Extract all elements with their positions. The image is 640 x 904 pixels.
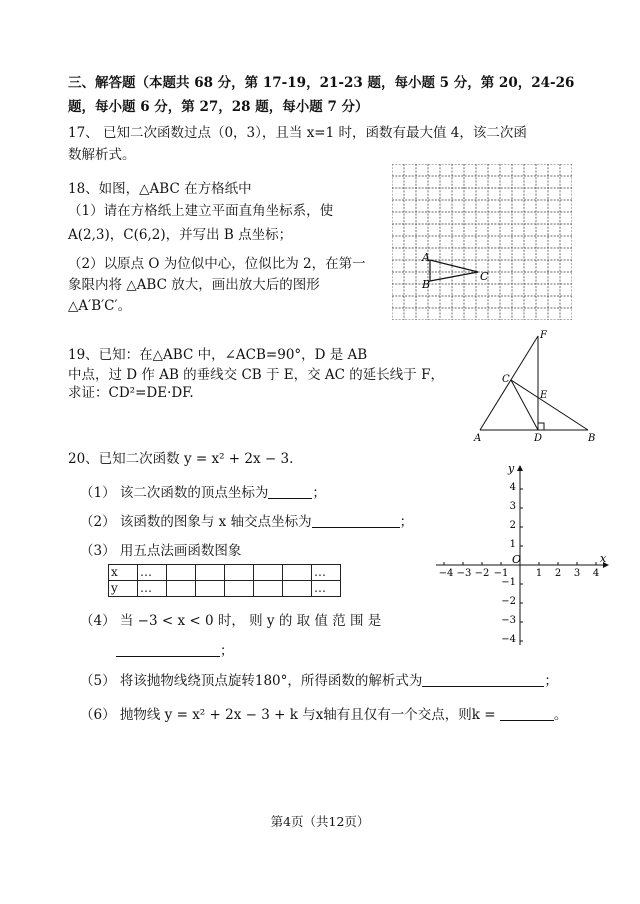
table-cell[interactable]: … [312,565,341,581]
q19-line3: 求证：CD²=DE·DF. [68,385,194,401]
x-tick-label: −3 [456,568,472,579]
q20-p5: （5） 将该抛物线绕顶点旋转180°，所得函数的解析式为 ； [80,673,558,689]
coordinate-axes [432,460,612,652]
label-d: D [534,433,543,444]
label-e: E [540,390,548,401]
table-cell: y [109,581,138,597]
blank-y-range[interactable] [116,642,220,657]
y-tick-label: 4 [509,482,516,493]
q20-stem: 20、已知二次函数 y = x² + 2x − 3. [68,451,294,467]
y-tick-label: 2 [509,520,516,531]
page-footer: 第4页（共12页） [270,814,370,829]
section-title-line2: 题，每小题 6 分，第 27，28 题，每小题 7 分） [68,99,369,115]
label-b: B [422,278,431,291]
x-tick-label: −4 [438,568,454,579]
table-cell[interactable] [225,581,254,597]
x-axis-label: x [600,552,607,565]
y-tick-label: 3 [509,501,516,512]
y-tick-label: 1 [509,539,516,550]
table-row [109,581,341,597]
y-tick-label: −4 [501,634,516,645]
q20-p6: （6） 抛物线 y = x² + 2x − 3 + k 与x轴有且仅有一个交点，则k = 。 [80,707,568,723]
five-point-table [108,564,341,597]
x-tick-label: −1 [493,568,509,579]
label-b2: B [588,433,596,444]
table-cell[interactable]: … [138,565,167,581]
blank-k-value[interactable] [500,706,554,721]
q20-p4-blank-line: ； [116,642,234,660]
x-tick-label: 4 [592,568,600,579]
q19-line2: 中点，过 D 作 AB 的垂线交 CB 于 E，交 AC 的延长线于 F， [68,367,444,383]
x-tick-label: 2 [554,568,562,579]
triangle-abc [430,260,478,281]
table-cell[interactable] [196,581,225,597]
q20-p1: （1） 该二次函数的顶点坐标为 ； [80,485,326,501]
blank-rotated-function[interactable] [422,672,544,687]
q20-p4: （4） 当 −3 < x < 0 时， 则 y 的 取 值 范 围 是 [80,613,382,629]
q18-line1: 18、如图，△ABC 在方格纸中 [68,181,252,197]
triangle-figure [464,326,604,444]
table-cell[interactable] [283,565,312,581]
x-tick-label: −2 [474,568,490,579]
q18-line4: （2）以原点 O 为位似中心，位似比为 2，在第一 [68,256,366,272]
y-tick-label: −3 [501,615,516,626]
y-tick-label: −2 [501,596,516,607]
table-cell[interactable] [254,565,283,581]
q17-line1: 17、 已知二次函数过点（0，3），且当 x=1 时，函数有最大值 4，该二次函 [68,125,527,141]
label-c: C [480,270,489,283]
table-cell[interactable]: … [138,581,167,597]
label-a: A [422,251,430,264]
blank-x-intercepts[interactable] [312,513,400,528]
table-cell[interactable]: … [312,581,341,597]
y-axis-label: y [508,462,515,475]
x-tick-label: 1 [535,568,543,579]
grid-figure [392,164,572,320]
table-cell[interactable] [167,581,196,597]
table-cell: x [109,565,138,581]
x-tick-label: 3 [573,568,581,579]
q18-line2: （1）请在方格纸上建立平面直角坐标系，使 [68,203,334,219]
q18-line6: △A′B′C′。 [68,298,132,314]
table-cell[interactable] [196,565,225,581]
label-f: F [540,330,547,341]
q20-p2: （2） 该函数的图象与 x 轴交点坐标为 ； [80,514,414,530]
origin-label: O [512,553,522,566]
q17-line2: 数解析式。 [68,147,136,163]
q20-p3: （3） 用五点法画函数图象 [80,543,242,559]
table-row [109,565,341,581]
q18-line5: 象限内将 △ABC 放大，画出放大后的图形 [68,277,320,293]
label-c2: C [502,374,510,385]
table-cell[interactable] [167,565,196,581]
table-cell[interactable] [254,581,283,597]
label-a2: A [474,433,482,444]
table-cell[interactable] [283,581,312,597]
section-title-line1: 三、解答题（本题共 68 分，第 17-19，21-23 题，每小题 5 分，第 20，24-26 [68,75,575,91]
table-cell[interactable] [225,565,254,581]
y-tick-label: −1 [501,577,516,588]
q18-line3: A(2,3)，C(6,2)，并写出 B 点坐标； [68,227,293,243]
blank-vertex[interactable] [268,484,312,499]
q19-line1: 19、已知：在△ABC 中，∠ACB=90°，D 是 AB [68,347,368,363]
